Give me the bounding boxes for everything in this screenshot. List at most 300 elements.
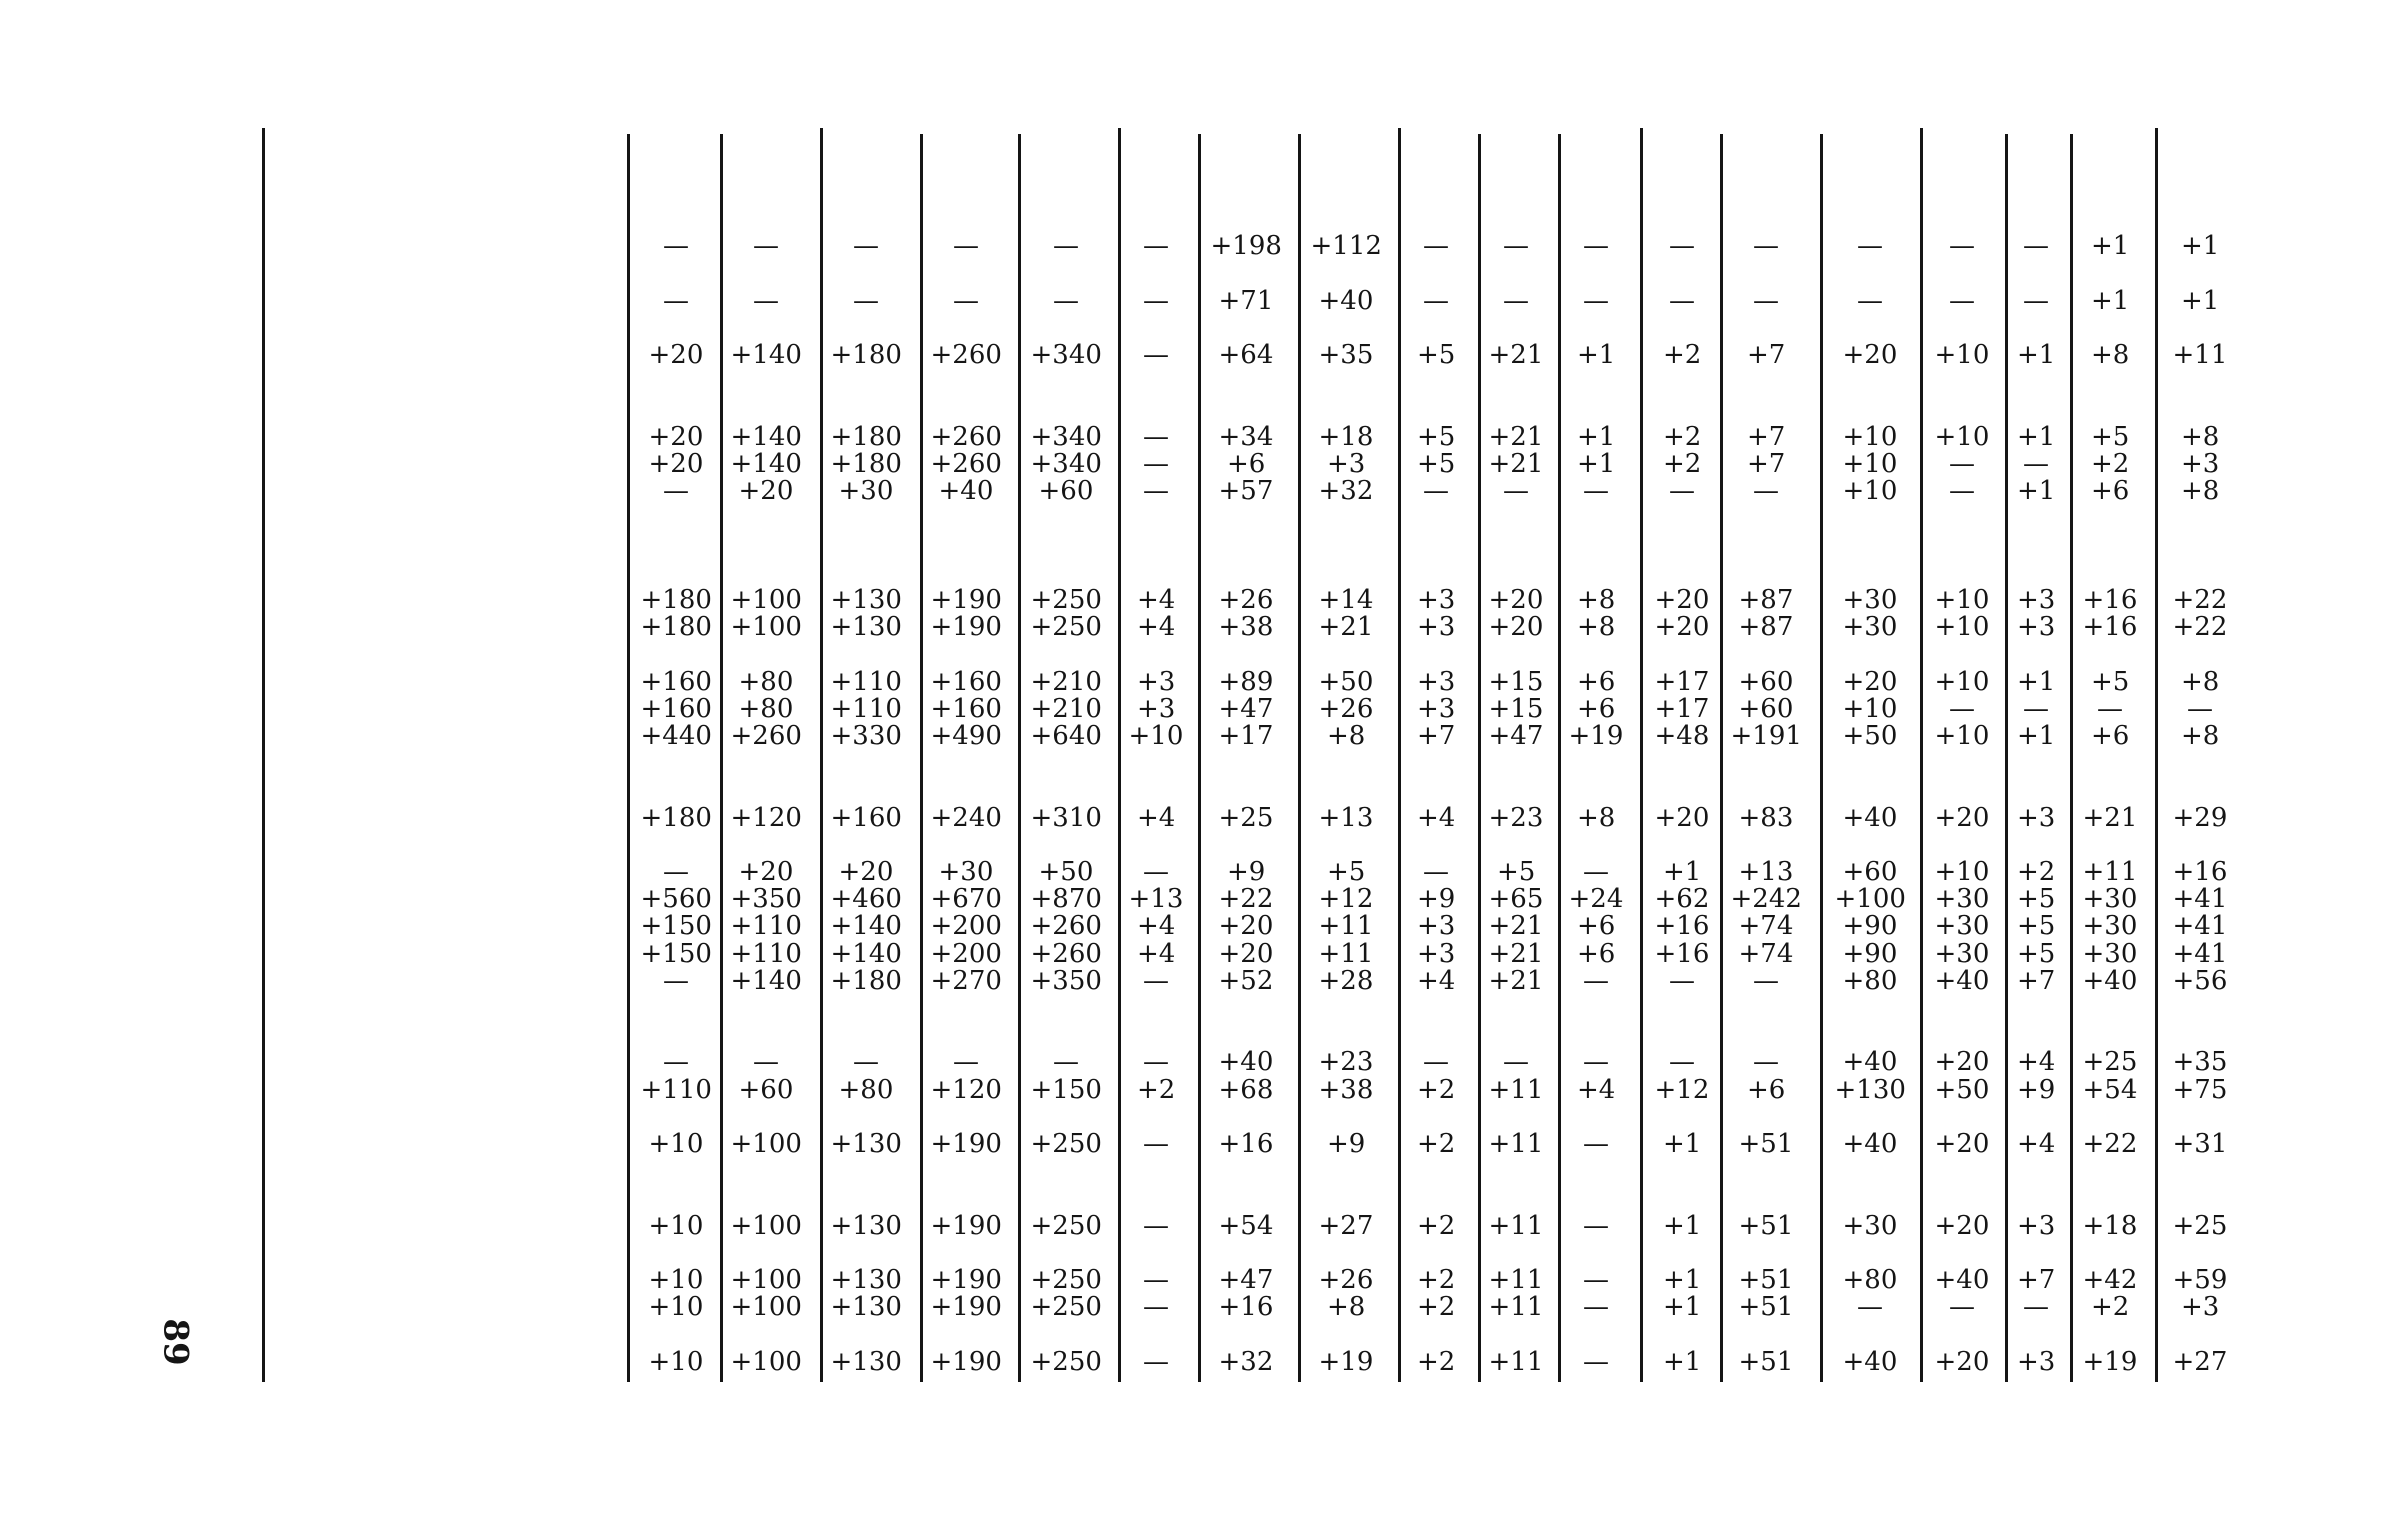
table-cell: —	[1583, 1210, 1609, 1241]
table-cell: +10	[1934, 585, 1990, 615]
table-cell: +16	[1654, 938, 1710, 969]
table-cell: —	[1949, 231, 1975, 262]
table-cell: —	[953, 1047, 979, 1078]
table-cell: —	[2023, 449, 2049, 479]
table-cell: +20	[1934, 1210, 1990, 1241]
table-cell: +20	[1488, 612, 1544, 643]
table-cell: +20	[1218, 938, 1274, 969]
table-cell: +20	[1934, 1047, 1990, 1078]
table-cell: +41	[2172, 938, 2228, 969]
table-cell: —	[1583, 231, 1609, 262]
table-cell: +6	[1577, 911, 1616, 942]
table-cell: —	[1949, 1292, 1975, 1323]
table-cell: +1	[1663, 1210, 1702, 1241]
table-cell: +1	[2181, 285, 2220, 316]
table-cell: +330	[830, 721, 902, 751]
table-cell: +3	[1417, 938, 1456, 969]
table-cell: +17	[1654, 666, 1710, 697]
table-cell: +18	[1318, 421, 1374, 452]
table-cell: +89	[1218, 666, 1274, 697]
table-cell: —	[1423, 231, 1449, 262]
table-cell: —	[853, 231, 879, 262]
table-cell: +12	[1654, 1074, 1710, 1105]
table-cell: +32	[1318, 476, 1374, 507]
table-cell: +3	[2181, 449, 2220, 479]
table-cell: +41	[2172, 911, 2228, 942]
table-cell: +35	[2172, 1047, 2228, 1078]
table-cell: +38	[1318, 1074, 1374, 1105]
table-cell: +8	[2181, 666, 2220, 697]
table-cell: +60	[1738, 666, 1794, 697]
table-cell: +60	[1738, 693, 1794, 724]
table-cell: +68	[1218, 1074, 1274, 1105]
table-cell: +71	[1218, 285, 1274, 316]
table-cell: +21	[1488, 965, 1544, 996]
table-cell: +4	[2017, 1129, 2056, 1159]
table-cell: +8	[2181, 421, 2220, 452]
table-cell: —	[1583, 1292, 1609, 1323]
table-cell: +250	[1030, 585, 1102, 615]
table-cell: —	[1053, 231, 1079, 262]
table-cell: +130	[830, 1346, 902, 1377]
table-cell: +21	[2082, 802, 2138, 833]
column-rule	[720, 134, 723, 1382]
table-cell: +1	[1663, 857, 1702, 887]
table-cell: +260	[930, 421, 1002, 452]
table-cell: +28	[1318, 965, 1374, 996]
table-cell: +1	[1663, 1346, 1702, 1377]
table-cell: +7	[1747, 421, 1786, 452]
table-cell: —	[1143, 231, 1169, 262]
table-cell: +11	[1488, 1292, 1544, 1323]
table-cell: +242	[1730, 884, 1802, 915]
column-rule	[1820, 134, 1823, 1382]
table-cell: +3	[1417, 612, 1456, 643]
table-cell: +40	[1318, 285, 1374, 316]
table-cell: +6	[1747, 1074, 1786, 1105]
table-cell: +15	[1488, 666, 1544, 697]
table-cell: +140	[730, 340, 802, 371]
column-rule	[1558, 134, 1561, 1382]
table-cell: +20	[1842, 340, 1898, 371]
table-cell: +2	[2091, 1292, 2130, 1323]
table-cell: +3	[1417, 693, 1456, 724]
table-cell: +5	[2017, 938, 2056, 969]
table-cell: —	[1143, 1292, 1169, 1323]
table-cell: +180	[640, 612, 712, 643]
table-cell: +21	[1488, 911, 1544, 942]
table-cell: +20	[1934, 802, 1990, 833]
table-cell: —	[1857, 285, 1883, 316]
table-cell: +31	[2172, 1129, 2228, 1159]
table-cell: +22	[2172, 612, 2228, 643]
table-cell: +1	[1577, 421, 1616, 452]
table-cell: +12	[1318, 884, 1374, 915]
table-cell: +10	[648, 1129, 704, 1159]
table-cell: +5	[1327, 857, 1366, 887]
table-cell: +48	[1654, 721, 1710, 751]
table-cell: +3	[1417, 666, 1456, 697]
table-cell: +6	[1227, 449, 1266, 479]
table-cell: +13	[1738, 857, 1794, 887]
table-cell: +34	[1218, 421, 1274, 452]
table-cell: +40	[1842, 1129, 1898, 1159]
table-cell: +50	[1842, 721, 1898, 751]
table-cell: +30	[1934, 911, 1990, 942]
table-cell: +10	[648, 1265, 704, 1295]
table-cell: +90	[1842, 938, 1898, 969]
table-cell: —	[753, 285, 779, 316]
table-cell: +24	[1568, 884, 1624, 915]
table-cell: +100	[1834, 884, 1906, 915]
table-cell: +190	[930, 1210, 1002, 1241]
table-cell: +9	[1417, 884, 1456, 915]
table-cell: +8	[2091, 340, 2130, 371]
table-cell: +1	[1663, 1265, 1702, 1295]
table-cell: +180	[830, 965, 902, 996]
table-cell: +16	[1218, 1292, 1274, 1323]
column-rule	[920, 134, 923, 1382]
table-cell: —	[1583, 1129, 1609, 1159]
table-cell: +100	[730, 612, 802, 643]
table-cell: +8	[1577, 585, 1616, 615]
table-cell: +8	[1327, 721, 1366, 751]
table-cell: +10	[1934, 421, 1990, 452]
table-cell: +130	[830, 1265, 902, 1295]
table-cell: —	[663, 285, 689, 316]
table-cell: —	[1053, 285, 1079, 316]
column-rule	[1118, 128, 1121, 1382]
table-cell: +16	[1218, 1129, 1274, 1159]
table-cell: —	[1753, 1047, 1779, 1078]
table-cell: +11	[1318, 911, 1374, 942]
table-cell: +30	[838, 476, 894, 507]
table-cell: +20	[1488, 585, 1544, 615]
table-cell: +150	[640, 938, 712, 969]
column-rule	[1478, 134, 1481, 1382]
table-cell: +200	[930, 938, 1002, 969]
table-cell: +870	[1030, 884, 1102, 915]
table-cell: +190	[930, 1129, 1002, 1159]
table-cell: —	[1669, 476, 1695, 507]
table-cell: +1	[2017, 340, 2056, 371]
table-cell: +25	[2172, 1210, 2228, 1241]
table-cell: +80	[838, 1074, 894, 1105]
table-cell: —	[1583, 857, 1609, 887]
table-cell: +13	[1128, 884, 1184, 915]
table-cell: +670	[930, 884, 1002, 915]
table-cell: +1	[2091, 231, 2130, 262]
table-cell: +100	[730, 1292, 802, 1323]
table-cell: +4	[1137, 585, 1176, 615]
table-cell: +4	[1137, 612, 1176, 643]
table-cell: —	[1423, 476, 1449, 507]
table-cell: +2	[1663, 421, 1702, 452]
table-cell: +26	[1318, 1265, 1374, 1295]
column-rule	[1018, 134, 1021, 1382]
table-cell: —	[1583, 1047, 1609, 1078]
table-cell: +310	[1030, 802, 1102, 833]
column-rule	[1640, 128, 1643, 1382]
table-cell: +150	[640, 911, 712, 942]
table-cell: —	[1669, 285, 1695, 316]
table-cell: +60	[1038, 476, 1094, 507]
table-cell: +100	[730, 1265, 802, 1295]
table-cell: +19	[1568, 721, 1624, 751]
page-number: 89	[155, 1318, 196, 1366]
row-number-rule	[262, 128, 265, 1382]
table-cell: +51	[1738, 1292, 1794, 1323]
table-cell: +10	[1842, 421, 1898, 452]
table-cell: +52	[1218, 965, 1274, 996]
table-cell: +20	[1842, 666, 1898, 697]
table-cell: +11	[1488, 1346, 1544, 1377]
table-cell: +51	[1738, 1265, 1794, 1295]
table-cell: +10	[1934, 666, 1990, 697]
table-cell: +23	[1488, 802, 1544, 833]
table-cell: +8	[2181, 476, 2220, 507]
table-cell: +260	[730, 721, 802, 751]
table-cell: +10	[1934, 857, 1990, 887]
table-cell: +22	[2082, 1129, 2138, 1159]
table-cell: +21	[1488, 449, 1544, 479]
table-cell: +25	[2082, 1047, 2138, 1078]
table-cell: +20	[1218, 911, 1274, 942]
table-cell: +1	[2017, 666, 2056, 697]
table-cell: +30	[1842, 1210, 1898, 1241]
table-cell: +20	[1654, 612, 1710, 643]
table-cell: +56	[2172, 965, 2228, 996]
table-cell: +41	[2172, 884, 2228, 915]
table-cell: +160	[930, 693, 1002, 724]
table-cell: —	[1143, 340, 1169, 371]
table-cell: +190	[930, 1346, 1002, 1377]
table-cell: —	[1753, 476, 1779, 507]
table-cell: —	[953, 285, 979, 316]
table-cell: +80	[1842, 965, 1898, 996]
table-cell: +130	[830, 1129, 902, 1159]
table-cell: +3	[1417, 911, 1456, 942]
table-cell: +40	[1842, 1047, 1898, 1078]
table-cell: —	[1857, 231, 1883, 262]
table-cell: —	[1503, 476, 1529, 507]
table-cell: +47	[1218, 693, 1274, 724]
table-cell: +110	[730, 938, 802, 969]
table-cell: +140	[730, 965, 802, 996]
table-cell: +21	[1488, 938, 1544, 969]
table-cell: +54	[2082, 1074, 2138, 1105]
table-cell: +51	[1738, 1129, 1794, 1159]
table-cell: +3	[1327, 449, 1366, 479]
table-cell: +64	[1218, 340, 1274, 371]
table-cell: +180	[830, 340, 902, 371]
table-cell: +1	[2091, 285, 2130, 316]
table-cell: +6	[1577, 693, 1616, 724]
table-cell: +10	[1842, 693, 1898, 724]
table-cell: +260	[1030, 938, 1102, 969]
table-cell: +140	[830, 911, 902, 942]
table-cell: —	[1583, 285, 1609, 316]
table-cell: +5	[2017, 884, 2056, 915]
table-cell: +250	[1030, 1265, 1102, 1295]
table-cell: +3	[2017, 1210, 2056, 1241]
table-cell: +26	[1318, 693, 1374, 724]
table-cell: +3	[2017, 612, 2056, 643]
table-cell: +20	[648, 340, 704, 371]
table-cell: —	[663, 857, 689, 887]
table-cell: +440	[640, 721, 712, 751]
table-cell: +42	[2082, 1265, 2138, 1295]
table-cell: +140	[830, 938, 902, 969]
table-cell: +16	[1654, 911, 1710, 942]
table-cell: —	[1143, 857, 1169, 887]
table-cell: +16	[2172, 857, 2228, 887]
table-cell: +5	[1417, 449, 1456, 479]
table-cell: +17	[1218, 721, 1274, 751]
column-rule	[2155, 128, 2158, 1382]
table-cell: +14	[1318, 585, 1374, 615]
table-cell: +4	[1417, 802, 1456, 833]
table-cell: +7	[2017, 1265, 2056, 1295]
table-cell: +9	[1227, 857, 1266, 887]
table-cell: +1	[2017, 421, 2056, 452]
table-cell: +50	[1038, 857, 1094, 887]
column-rule	[1398, 128, 1401, 1382]
table-cell: +30	[2082, 938, 2138, 969]
table-cell: +15	[1488, 693, 1544, 724]
table-cell: +250	[1030, 1292, 1102, 1323]
table-cell: +4	[1137, 802, 1176, 833]
table-cell: +40	[1218, 1047, 1274, 1078]
table-cell: —	[1503, 1047, 1529, 1078]
table-cell: —	[753, 231, 779, 262]
table-cell: —	[1753, 231, 1779, 262]
table-cell: +1	[2017, 476, 2056, 507]
table-cell: +1	[2017, 721, 2056, 751]
table-cell: —	[1143, 965, 1169, 996]
table-cell: —	[663, 965, 689, 996]
table-cell: +180	[830, 421, 902, 452]
table-cell: +260	[930, 340, 1002, 371]
table-cell: +260	[1030, 911, 1102, 942]
table-cell: +100	[730, 1210, 802, 1241]
table-cell: +65	[1488, 884, 1544, 915]
table-cell: +54	[1218, 1210, 1274, 1241]
table-cell: +7	[2017, 965, 2056, 996]
table-cell: +640	[1030, 721, 1102, 751]
column-rule	[2070, 134, 2073, 1382]
table-cell: +250	[1030, 1210, 1102, 1241]
table-cell: +20	[738, 857, 794, 887]
table-cell: —	[1423, 285, 1449, 316]
table-cell: +7	[1417, 721, 1456, 751]
table-cell: +20	[1934, 1346, 1990, 1377]
table-cell: +10	[1842, 476, 1898, 507]
table-cell: +27	[2172, 1346, 2228, 1377]
table-cell: +47	[1218, 1265, 1274, 1295]
table-cell: +1	[1577, 340, 1616, 371]
table-cell: +2	[2091, 449, 2130, 479]
table-cell: +40	[1934, 965, 1990, 996]
table-cell: +20	[648, 449, 704, 479]
table-cell: +62	[1654, 884, 1710, 915]
table-cell: +11	[1488, 1265, 1544, 1295]
table-cell: +6	[2091, 721, 2130, 751]
table-cell: +2	[1417, 1346, 1456, 1377]
table-cell: —	[663, 1047, 689, 1078]
table-cell: +19	[2082, 1346, 2138, 1377]
table-cell: +1	[1663, 1129, 1702, 1159]
table-cell: +80	[738, 693, 794, 724]
table-cell: +25	[1218, 802, 1274, 833]
column-rule	[820, 128, 823, 1382]
table-cell: +190	[930, 1292, 1002, 1323]
table-cell: —	[1669, 1047, 1695, 1078]
table-cell: +10	[1934, 721, 1990, 751]
table-cell: +110	[830, 666, 902, 697]
table-cell: +140	[730, 421, 802, 452]
table-cell: —	[853, 285, 879, 316]
table-cell: +32	[1218, 1346, 1274, 1377]
table-cell: +23	[1318, 1047, 1374, 1078]
table-cell: +350	[1030, 965, 1102, 996]
table-cell: —	[1753, 285, 1779, 316]
table-cell: +60	[1842, 857, 1898, 887]
table-cell: +160	[640, 693, 712, 724]
table-cell: +18	[2082, 1210, 2138, 1241]
table-cell: +20	[1934, 1129, 1990, 1159]
table-cell: —	[1857, 1292, 1883, 1323]
table-cell: +1	[2181, 231, 2220, 262]
table-cell: +74	[1738, 911, 1794, 942]
table-cell: +3	[2017, 802, 2056, 833]
table-cell: +2	[1137, 1074, 1176, 1105]
table-cell: +30	[1842, 612, 1898, 643]
table-cell: +50	[1934, 1074, 1990, 1105]
table-cell: +90	[1842, 911, 1898, 942]
table-cell: +198	[1210, 231, 1282, 262]
table-cell: —	[953, 231, 979, 262]
table-cell: +87	[1738, 585, 1794, 615]
table-cell: +83	[1738, 802, 1794, 833]
table-cell: +51	[1738, 1346, 1794, 1377]
table-cell: +5	[2091, 421, 2130, 452]
column-rule	[627, 134, 630, 1382]
table-cell: +3	[2181, 1292, 2220, 1323]
table-cell: +74	[1738, 938, 1794, 969]
table-cell: —	[1583, 1265, 1609, 1295]
table-cell: —	[1143, 285, 1169, 316]
table-cell: +8	[1577, 802, 1616, 833]
table-cell: +7	[1747, 449, 1786, 479]
table-cell: +16	[2082, 612, 2138, 643]
table-cell: +150	[1030, 1074, 1102, 1105]
table-cell: +100	[730, 1346, 802, 1377]
column-rule	[1720, 134, 1723, 1382]
table-cell: +75	[2172, 1074, 2228, 1105]
table-cell: —	[1143, 421, 1169, 452]
table-cell: +50	[1318, 666, 1374, 697]
table-cell: +110	[640, 1074, 712, 1105]
table-cell: +9	[1327, 1129, 1366, 1159]
table-cell: +30	[2082, 884, 2138, 915]
table-cell: —	[1583, 965, 1609, 996]
table-cell: +38	[1218, 612, 1274, 643]
table-cell: +20	[1654, 802, 1710, 833]
table-cell: +8	[2181, 721, 2220, 751]
table-cell: +9	[2017, 1074, 2056, 1105]
table-cell: +11	[1488, 1210, 1544, 1241]
